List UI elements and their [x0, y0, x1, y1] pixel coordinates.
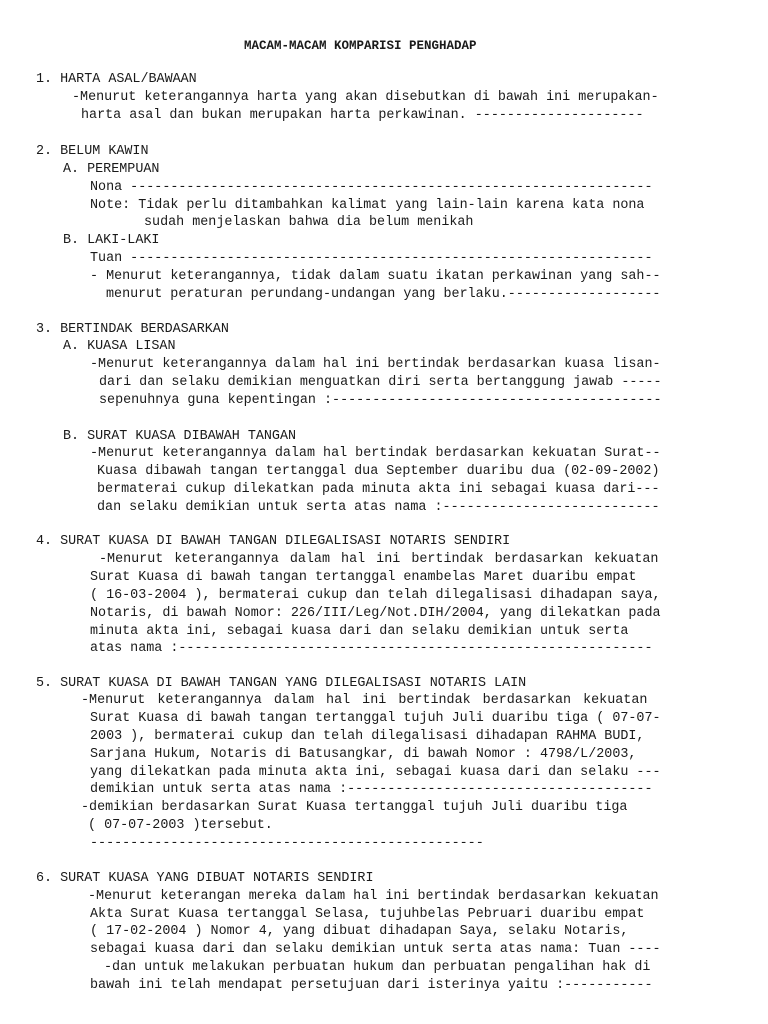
text-line: -Menurut keterangannya dalam hal bertindak berdasarkan kekuatan Surat--	[90, 446, 661, 461]
text-line: 2003 ), bermaterai cukup dan telah dilegalisasi dihadapan RAHMA BUDI,	[90, 729, 645, 744]
text-line: menurut peraturan perundang-undangan yang berlaku.-------------------	[106, 287, 661, 302]
text-line: Note: Tidak perlu ditambahkan kalimat yang lain-lain karena kata nona	[90, 198, 645, 213]
text-line: -Menurut keterangannya dalam hal ini bertindak berdasarkan kekuatan	[81, 693, 648, 708]
text-line: Tuan -----------------------------------------------------------------	[90, 251, 653, 266]
section-3-heading: 3. BERTINDAK BERDASARKAN	[36, 322, 229, 337]
subheading: B. LAKI-LAKI	[63, 233, 160, 248]
text-line: ( 16-03-2004 ), bermaterai cukup dan telah dilegalisasi dihadapan saya,	[90, 588, 661, 603]
text-line: Kuasa dibawah tangan tertanggal dua September duaribu dua (02-09-2002)	[97, 464, 660, 479]
text-line: -Menurut keterangannya harta yang akan disebutkan di bawah ini merupakan-	[72, 90, 659, 105]
text-line: - Menurut keterangannya, tidak dalam suatu ikatan perkawinan yang sah--	[90, 269, 661, 284]
page-title: MACAM-MACAM KOMPARISI PENGHADAP	[244, 39, 477, 53]
text-line: -dan untuk melakukan perbuatan hukum dan perbuatan pengalihan hak di	[104, 960, 651, 975]
text-line: Surat Kuasa di bawah tangan tertanggal tujuh Juli duaribu tiga ( 07-07-	[90, 711, 661, 726]
text-line: harta asal dan bukan merupakan harta perkawinan. ---------------------	[81, 108, 644, 123]
text-line: bermaterai cukup dilekatkan pada minuta akta ini sebagai kuasa dari---	[97, 482, 660, 497]
text-line: Akta Surat Kuasa tertanggal Selasa, tujuhbelas Pebruari duaribu empat	[90, 907, 645, 922]
text-line: ( 07-07-2003 )tersebut.	[88, 818, 273, 833]
separator-line: -------------------------------------------------	[90, 836, 484, 851]
text-line: dan selaku demikian untuk serta atas nama :---------------------------	[97, 500, 660, 515]
section-5-heading: 5. SURAT KUASA DI BAWAH TANGAN YANG DILEGALISASI NOTARIS LAIN	[36, 676, 527, 691]
section-2-heading: 2. BELUM KAWIN	[36, 144, 149, 159]
subheading: A. KUASA LISAN	[63, 339, 176, 354]
text-line: sepenuhnya guna kepentingan :-----------------------------------------	[99, 393, 662, 408]
text-line: dari dan selaku demikian menguatkan diri serta bertanggung jawab -----	[99, 375, 662, 390]
text-line: atas nama :-----------------------------------------------------------	[90, 641, 653, 656]
section-4-heading: 4. SURAT KUASA DI BAWAH TANGAN DILEGALISASI NOTARIS SENDIRI	[36, 534, 511, 549]
text-line: bawah ini telah mendapat persetujuan dari isterinya yaitu :-----------	[90, 978, 653, 993]
text-line: Notaris, di bawah Nomor: 226/III/Leg/Not.DIH/2004, yang dilekatkan pada	[90, 606, 661, 621]
subheading: A. PEREMPUAN	[63, 162, 160, 177]
section-1-heading: 1. HARTA ASAL/BAWAAN	[36, 72, 197, 87]
text-line: Sarjana Hukum, Notaris di Batusangkar, di bawah Nomor : 4798/L/2003,	[90, 747, 637, 762]
text-line: -Menurut keterangannya dalam hal ini bertindak berdasarkan kuasa lisan-	[90, 357, 661, 372]
text-line: -Menurut keterangannya dalam hal ini bertindak berdasarkan kekuatan	[99, 552, 659, 567]
text-line: demikian untuk serta atas nama :--------------------------------------	[90, 782, 653, 797]
text-line: -demikian berdasarkan Surat Kuasa tertanggal tujuh Juli duaribu tiga	[81, 800, 628, 815]
section-6-heading: 6. SURAT KUASA YANG DIBUAT NOTARIS SENDIRI	[36, 871, 374, 886]
text-line: -Menurut keterangan mereka dalam hal ini bertindak berdasarkan kekuatan	[88, 889, 659, 904]
text-line: Nona -----------------------------------------------------------------	[90, 180, 653, 195]
subheading: B. SURAT KUASA DIBAWAH TANGAN	[63, 429, 297, 444]
text-line: yang dilekatkan pada minuta akta ini, sebagai kuasa dari dan selaku ---	[90, 765, 661, 780]
text-line: sudah menjelaskan bahwa dia belum menikah	[144, 215, 474, 230]
text-line: sebagai kuasa dari dan selaku demikian untuk serta atas nama: Tuan ----	[90, 942, 661, 957]
text-line: minuta akta ini, sebagai kuasa dari dan selaku demikian untuk serta	[90, 624, 629, 639]
text-line: Surat Kuasa di bawah tangan tertanggal enambelas Maret duaribu empat	[90, 570, 637, 585]
text-line: ( 17-02-2004 ) Nomor 4, yang dibuat dihadapan Saya, selaku Notaris,	[90, 924, 629, 939]
